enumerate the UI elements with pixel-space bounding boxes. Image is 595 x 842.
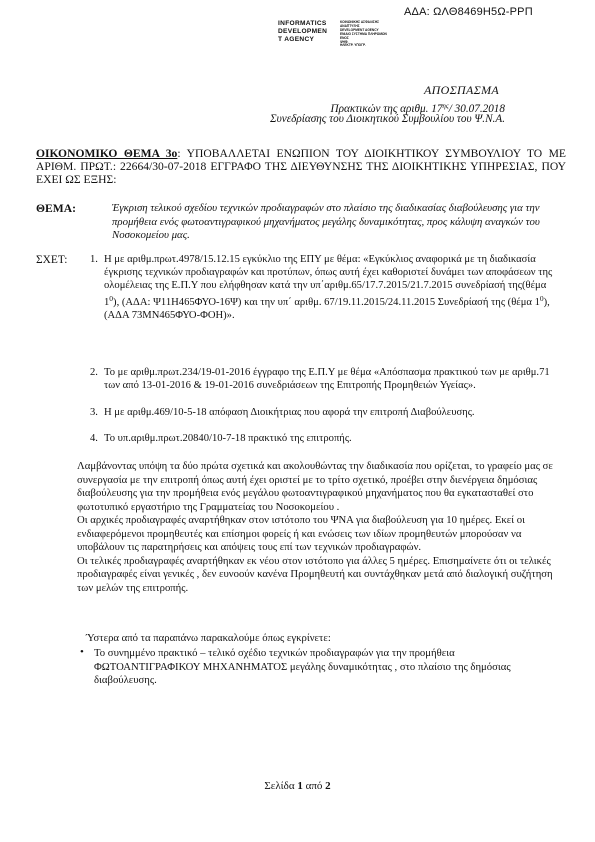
body-paragraph: Οι αρχικές προδιαγραφές αναρτήθηκαν στον ιστότοπο του ΨΝΑ για διαβούλευση για 10 ημέρες. Εκεί οι ενδιαφερόμενοι προμηθευτές και επίσημοι φορείς ή και ενώσεις των ιδίων προμηθευτών μπορούσαν να υποβάλουν τις παρατηρήσεις και απόψεις τους επί των τεχνικών προδιαγραφών. bbox=[77, 514, 526, 553]
body-paragraph: Οι τελικές προδιαγραφές αναρτήθηκαν εκ νέου στον ιστότοπο για άλλες 5 ημέρες. Επισημαίνετε ότι οι τελικές προδιαγραφές είναι γενικές , δεν ευνοούν κανένα Προμηθευτή και συντάχθηκαν μετά από διαλογική συζήτηση των μελών της επιτροπής. bbox=[77, 554, 553, 594]
agenda-item bbox=[36, 147, 566, 186]
page-number: 1 bbox=[297, 780, 303, 792]
agenda-text: : ΥΠΟΒΑΛΛΕΤΑΙ ΕΝΩΠΙΟΝ ΤΟΥ ΔΙΟΙΚΗΤΙΚΟΥ ΣΥΜΒΟΥΛΙΟΥ ΤΟ ΜΕ ΑΡΙΘΜ. ΠΡΩΤ.: 22664/30-07-2018 ΕΓΓΡΑΦΟ ΤΗΣ ΔΙΕΥΘΥΝΣΗΣ ΤΗΣ ΔΙΟΙΚΗΤΙΚΗΣ ΥΠΗΡΕΣΙΑΣ, ΠΟΥ ΕΧΕΙ ΩΣ ΕΞΗΣ: bbox=[36, 147, 566, 186]
closing-lead: Ύστερα από τα παραπάνω παρακαλούμε όπως εγκρίνετε: bbox=[86, 632, 331, 644]
logo-line: INFORMATICS bbox=[278, 20, 327, 27]
organization-logo bbox=[278, 20, 408, 56]
bullet-icon: • bbox=[80, 646, 84, 658]
reference-item: 4. Το υπ.αριθμ.πρωτ.20840/10-7-18 πρακτικό της επιτροπής. bbox=[90, 433, 352, 444]
logo-line: DEVELOPMEN bbox=[278, 28, 328, 35]
reference-number: 3. bbox=[90, 407, 98, 418]
logo-fine-print: ΚΟΙΝΩΝΙΚΗΣ ΑΣΦΑΛΙΣΗΣ ΑΝΑΠΤΥΞΗΣ DEVELOPMENT AGENCY ΕΝΙΑΙΟ ΣΥΣΤΗΜΑ ΠΛΗΡΩΜΩΝ ΕΝΟΣ ΨΗΦ. ΗΛΕΚΤΡ. ΥΠΟΓΡ. bbox=[340, 20, 387, 48]
reference-item: 1. Η με αριθμ.πρωτ.4978/15.12.15 εγκύκλιο της ΕΠΥ με θέμα: «Εγκύκλιος αναφορικά με τη διαδικασία έγκρισης τεχνικών προδιαγραφών και προτύπων, όπως αυτή έχει καθοριστεί δυνάμει των αποφάσεων της ολομέλειας της Ε.Π.Υ που ελήφθησαν κατά την υπ΄αριθμ.65/17.7.2015/21.7.2015 συνεδρίασή της(θέμα $1^0$), (ΑΔΑ: Ψ11Η465ΦΥΟ-16Ψ) και την υπ΄ αριθμ. 67/19.11.2015/24.11.2015 Συνεδρίασή της (θέμα $1^0$), (ΑΔΑ 73ΜΝ465ΦΥΟ-ΦΟΗ)». bbox=[90, 254, 553, 321]
minutes-line: Πρακτικών της αριθμ. $17^{\eta\varsigma}/$ 30.07.2018 bbox=[330, 102, 505, 115]
reference-number: 1. bbox=[90, 254, 98, 265]
closing-bullet: Το συνημμένο πρακτικό – τελικό σχέδιο τεχνικών προδιαγραφών για την προμήθεια ΦΩΤΟΑΝΤΙΓΡΑΦΙΚΟΥ ΜΗΧΑΝΗΜΑΤΟΣ μεγάλης δυναμικότητας , στο πλαίσιο της δημόσιας διαβούλευσης. bbox=[94, 647, 511, 686]
page-total: 2 bbox=[325, 780, 331, 792]
page-footer: Σελίδα 1 από 2 bbox=[264, 780, 331, 792]
reference-number: 4. bbox=[90, 433, 98, 444]
logo-line: T AGENCY bbox=[278, 36, 315, 43]
reference-item: 3. Η με αριθμ.469/10-5-18 απόφαση Διοικήτριας που αφορά την επιτροπή Διαβούλευσης. bbox=[90, 407, 475, 418]
subject-label: ΘΕΜΑ: bbox=[36, 202, 76, 215]
body-paragraph: Λαμβάνοντας υπόψη τα δύο πρώτα σχετικά και ακολουθώντας την διαδικασία που ορίζεται, το γραφείο μας σε συνεργασία με την επιτροπή όπως αυτή έχει οριστεί με το τρίτο σχετικό, προέβει στην διενέργεια δημόσιας διαβούλευσης για την προμήθεια ενός μεγάλου φωτοαντιγραφικού μηχανήματος που θα εγκατασταθεί στο φωτοτυπικό εργαστήριο της Γραμματείας του Νοσοκομείου . bbox=[77, 460, 553, 513]
subject-text: Έγκριση τελικού σχεδίου τεχνικών προδιαγραφών στο πλαίσιο της διαδικασίας διαβούλευσης για την προμήθεια ενός φωτοαντιγραφικού μηχανήματος μεγάλης δυναμικότητας, προς κάλυψη αναγκών του Νοσοκομείου μας. bbox=[112, 202, 540, 241]
references-label: ΣΧΕΤ: bbox=[36, 254, 68, 266]
ada-code: ΑΔΑ: ΩΛΘ8469Η5Ω-ΡΡΠ bbox=[404, 6, 533, 18]
body-text bbox=[77, 460, 555, 595]
agenda-label: ΟΙΚΟΝΟΜΙΚΟ ΘΕΜΑ 3ο bbox=[36, 147, 178, 160]
reference-number: 2. bbox=[90, 367, 98, 378]
reference-item: 2. Το με αριθμ.πρωτ.234/19-01-2016 έγγραφο της Ε.Π.Υ με θέμα «Απόσπασμα πρακτικού των με αριθμ.71 των από 13-01-2016 & 19-01-2016 συνεδριάσεων της Επιτροπής Προμηθειών Υγείας». bbox=[90, 367, 550, 391]
excerpt-title: ΑΠΟΣΠΑΣΜΑ bbox=[424, 83, 499, 97]
session-line: Συνεδρίασης του Διοικητικού Συμβουλίου του Ψ.Ν.Α. bbox=[269, 113, 505, 125]
